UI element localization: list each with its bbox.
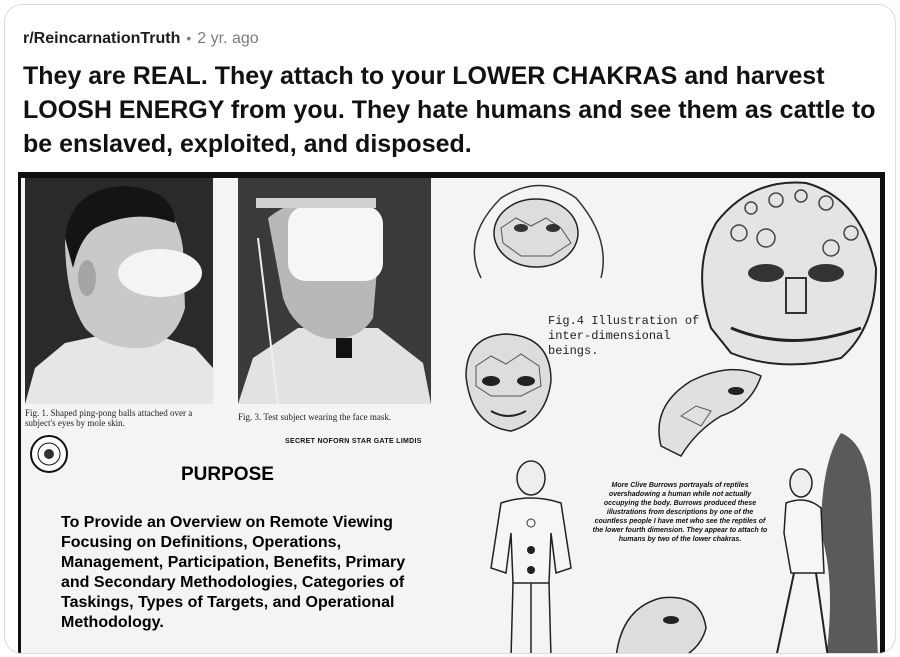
post-title[interactable]: They are REAL. They attach to your LOWER CHAKRAS and harvest LOOSH ENERGY from you. They hate humans and see them as cattle to be enslaved, exploited, and disposed.: [23, 62, 876, 158]
agency-seal: [29, 434, 69, 474]
collage-image: [21, 178, 880, 654]
reptile-sketch-profile: [641, 356, 771, 466]
purpose-heading: PURPOSE: [181, 464, 274, 485]
post-meta: [23, 28, 259, 49]
meta-separator: •: [186, 30, 192, 46]
post-image[interactable]: [18, 172, 885, 654]
post-card[interactable]: [4, 4, 896, 654]
document-header: SECRET NOFORN STAR GATE LIMDIS: [285, 438, 422, 445]
reptile-sketch-hooded: [461, 178, 611, 283]
fig3-photo: [238, 178, 431, 404]
fig1-photo: [25, 178, 213, 404]
reptile-sketch-head: [451, 326, 561, 436]
human-figure-walking: [766, 433, 880, 654]
post-age: 2 yr. ago: [197, 30, 259, 47]
fig3-caption: Fig. 3. Test subject wearing the face mask.: [238, 412, 392, 422]
illustration-note: More Clive Burrows portrayals of reptiles overshadowing a human while not actually occupying the body. Burrows produced these illustrations from descriptions by one of the countless people I have met who see the reptiles of the lower fourth dimension. They appear to attach to humans by two of the lower chakras.: [592, 482, 768, 543]
subreddit-link[interactable]: r/ReincarnationTruth: [23, 30, 181, 47]
fig1-caption: Fig. 1. Shaped ping-pong balls attached over a subject's eyes by mole skin.: [25, 408, 193, 428]
purpose-text: To Provide an Overview on Remote Viewing Focusing on Definitions, Operations, Management, Participation, Benefits, Primary and Secondary Methodologies, Categories of Taskings, Types of Targets, and Operational Methodology.: [61, 514, 406, 631]
fig4-caption: Fig.4 Illustration of inter-dimensional beings.: [548, 314, 700, 358]
human-figure-front: [461, 458, 601, 654]
reptile-sketch-bottom: [611, 588, 711, 654]
